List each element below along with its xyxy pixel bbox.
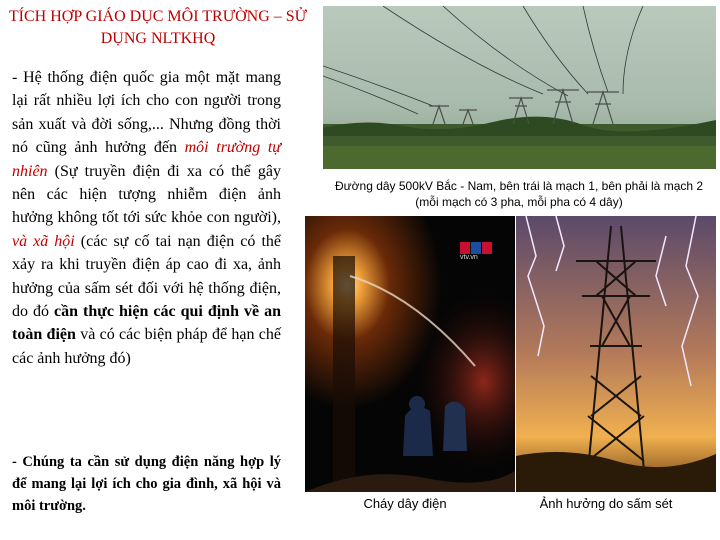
lightning-photo [516, 216, 716, 492]
logo-subtext: vtv.vn [460, 254, 478, 261]
powerline-caption: Đường dây 500kV Bắc - Nam, bên trái là mạch 1, bên phải là mạch 2 (mỗi mạch có 3 pha, mỗi pha có 4 dây) [334, 179, 704, 209]
slide-title: TÍCH HỢP GIÁO DỤC MÔI TRƯỜNG – SỬ DỤNG NLTKHQ [8, 8, 308, 47]
fire-caption: Cháy dây điện [363, 496, 447, 511]
para1-text-3: (các sự cố tai nạn điện có thể xảy ra khi truyền điện áp cao đi xa, ảnh hưởng của sấm sét đối với hệ thống điện, do đó [12, 232, 281, 321]
lightning-caption: Ảnh hưởng do sấm sét [539, 496, 673, 511]
main-paragraph [12, 66, 281, 370]
powerline-photo [323, 6, 716, 169]
para1-bold-safety: cần thực hiện các qui định về an toàn điện [12, 303, 281, 344]
lightning-illustration [516, 216, 716, 492]
para1-highlight-environment: môi trường tự nhiên [12, 139, 282, 180]
para1-text-1: - Hệ thống điện quốc gia một mặt mang lại rất nhiều lợi ích cho con người trong sản xuất và đời sống,... Nhưng đồng thời nó cũng ảnh hưởng đến [12, 69, 281, 157]
para1-highlight-society: và xã hội [12, 232, 75, 250]
para1-text-2: (Sự truyền điện đi xa có thể gây nên các hiện tượng nhiễm điện ảnh hưởng không tốt tới sức khỏe con người), [12, 162, 281, 227]
powerline-illustration [323, 6, 716, 169]
conclusion-paragraph: - Chúng ta cần sử dụng điện năng hợp lý để mang lại lợi ích cho gia đình, xã hội và môi trường. [12, 454, 281, 514]
vtv-logo [460, 242, 494, 268]
para1-text-4: và có các biện pháp để hạn chế các ảnh hưởng đó) [12, 326, 281, 367]
